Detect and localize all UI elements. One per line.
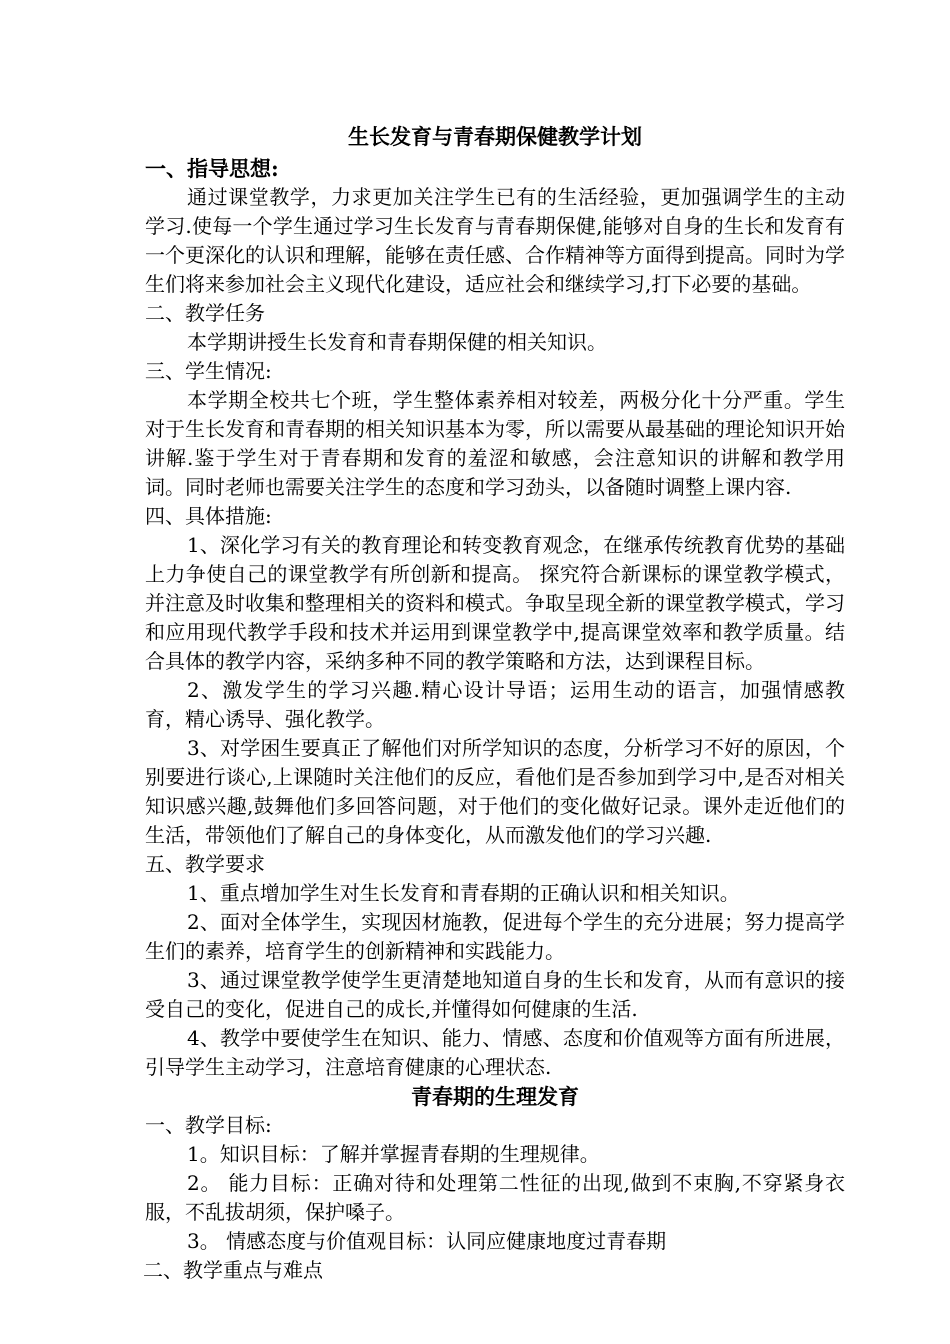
paragraph: 1。知识目标：了解并掌握青春期的生理规律。 bbox=[187, 1142, 600, 1166]
paragraph: 2、面对全体学生，实现因材施教，促进每个学生的充分进展；努力提高学生们的素养，培育学生的创新精神和实践能力。 bbox=[145, 910, 845, 963]
paragraph: 3、对学困生要真正了解他们对所学知识的态度，分析学习不好的原因，个别要进行谈心,上课随时关注他们的反应，看他们是否参加到学习中,是否对相关知识感兴趣,鼓舞他们多回答问题，对于他们的变化做好记录。课外走近他们的生活，带领他们了解自己的身体变化，从而激发他们的学习兴趣. bbox=[145, 736, 845, 847]
paragraph: 本学期全校共七个班，学生整体素养相对较差，两极分化十分严重。学生对于生长发育和青春期的相关知识基本为零，所以需要从最基础的理论知识开始讲解.鉴于学生对于青春期和发育的羞涩和敏感，会注意知识的讲解和教学用词。同时老师也需要关注学生的态度和学习劲头，以备随时调整上课内容. bbox=[145, 388, 845, 499]
section-heading-teaching-task: 二、教学任务 bbox=[145, 301, 265, 325]
paragraph: 1、深化学习有关的教育理论和转变教育观念，在继承传统教育优势的基础上力争使自己的课堂教学有所创新和提高。 探究符合新课标的课堂教学模式，并注意及时收集和整理相关的资料和模式。争取呈现全新的课堂教学模式，学习和应用现代教学手段和技术并运用到课堂教学中,提高课堂效率和教学质量。结合具体的教学内容，采纳多种不同的教学策略和方法，达到课程目标。 bbox=[145, 533, 845, 673]
paragraph: 本学期讲授生长发育和青春期保健的相关知识。 bbox=[187, 330, 607, 354]
section-heading-requirements: 五、教学要求 bbox=[145, 852, 265, 876]
section-heading-teaching-goals: 一、教学目标: bbox=[145, 1113, 272, 1137]
paragraph: 3、通过课堂教学使学生更清楚地知道自身的生长和发育，从而有意识的接受自己的变化，促进自己的成长,并懂得如何健康的生活. bbox=[145, 968, 845, 1021]
paragraph: 3。 情感态度与价值观目标：认同应健康地度过青春期 bbox=[187, 1229, 667, 1253]
paragraph: 2。 能力目标：正确对待和处理第二性征的出现,做到不束胸,不穿紧身衣服，不乱拔胡须，保护嗓子。 bbox=[145, 1171, 845, 1224]
paragraph: 1、重点增加学生对生长发育和青春期的正确认识和相关知识。 bbox=[187, 881, 740, 905]
paragraph: 4、教学中要使学生在知识、能力、情感、态度和价值观等方面有所进展，引导学生主动学习，注意培育健康的心理状态. bbox=[145, 1026, 845, 1079]
section-heading-guiding-ideology: 一、指导思想: bbox=[145, 156, 279, 181]
document-title: 生长发育与青春期保健教学计划 bbox=[348, 124, 642, 149]
section-heading-key-points: 二、教学重点与难点 bbox=[143, 1258, 323, 1282]
document-subtitle: 青春期的生理发育 bbox=[411, 1084, 579, 1109]
paragraph: 通过课堂教学，力求更加关注学生已有的生活经验，更加强调学生的主动学习.使每一个学生通过学习生长发育与青春期保健,能够对自身的生长和发育有一个更深化的认识和理解，能够在责任感、合作精神等方面得到提高。同时为学生们将来参加社会主义现代化建设，适应社会和继续学习,打下必要的基础。 bbox=[145, 185, 845, 296]
section-heading-student-situation: 三、学生情况: bbox=[145, 359, 272, 383]
section-heading-measures: 四、具体措施: bbox=[145, 504, 272, 528]
paragraph: 2、激发学生的学习兴趣.精心设计导语；运用生动的语言，加强情感教育，精心诱导、强化教学。 bbox=[145, 678, 845, 731]
document-body bbox=[145, 120, 845, 1285]
